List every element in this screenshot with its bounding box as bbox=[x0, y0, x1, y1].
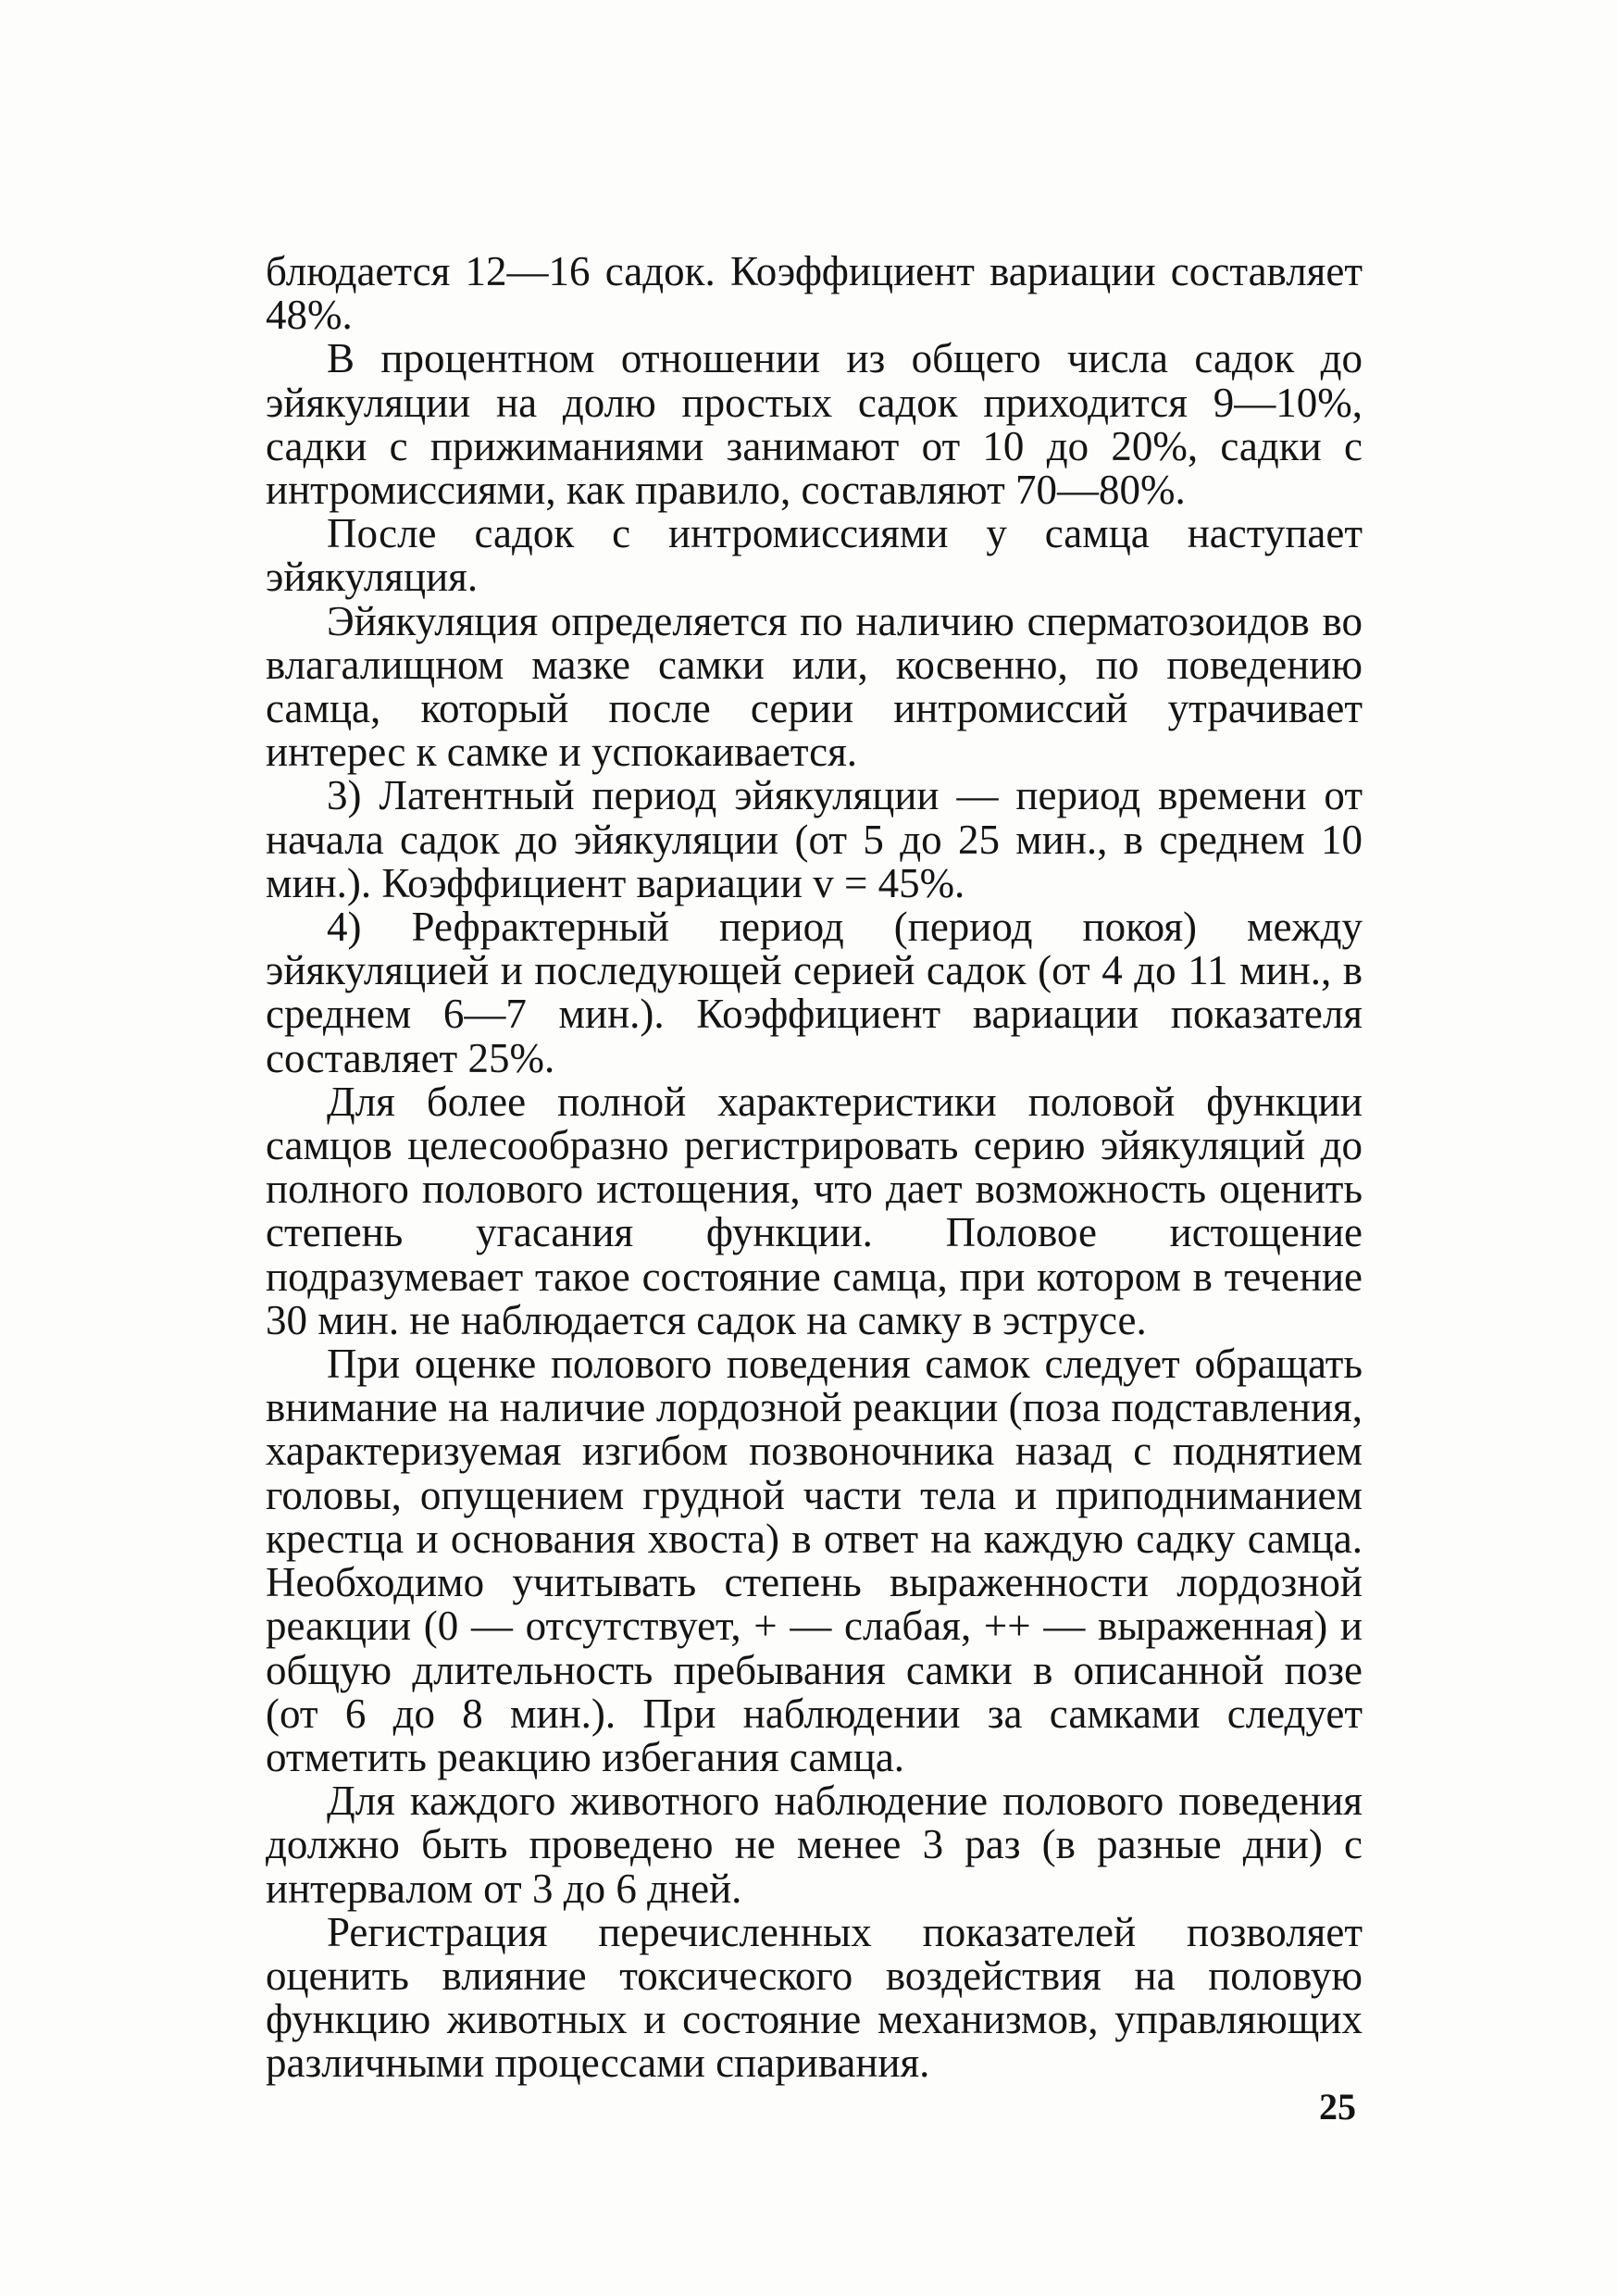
paragraph-3: После садок с интромиссиями у самца наступает эйякуляция. bbox=[266, 510, 1363, 601]
paragraph-6: 4) Рефрактерный период (период покоя) между эйякуляцией и последующей серией садок (от 4 до 11 мин., в среднем 6—7 мин.). Коэффициент вариации показателя составляет 25%. bbox=[266, 904, 1363, 1081]
paragraph-1: блюдается 12—16 садок. Коэффициент вариации составляет 48%. bbox=[266, 248, 1363, 339]
paragraph-7: Для более полной характеристики половой функции самцов целесообразно регистрировать серию эйякуляций до полного полового истощения, что дает возможность оценить степень угасания функции. Половое истощение подразумевает такое состояние самца, при котором в течение 30 мин. не наблюдается садок на самку в эструсе. bbox=[266, 1078, 1363, 1343]
paragraph-10: Регистрация перечисленных показателей позволяет оценить влияние токсического воздействия на половую функцию животных и состояние механизмов, управляющих различными процессами спаривания. bbox=[266, 1908, 1363, 2087]
paragraph-2: В процентном отношении из общего числа садок до эйякуляции на долю простых садок приходится 9—10%, садки с прижиманиями занимают от 10 до 20%, садки с интромиссиями, как правило, составляют 70—80%. bbox=[266, 335, 1363, 514]
paragraph-4: Эйякуляция определяется по наличию сперматозоидов во влагалищном мазке самки или, косвенно, по поведению самца, который после серии интромиссий утрачивает интерес к самке и успокаивается. bbox=[266, 597, 1363, 776]
paragraph-5: 3) Латентный период эйякуляции — период времени от начала садок до эйякуляции (от 5 до 25 мин., в среднем 10 мин.). Коэффициент вариации v = 45%. bbox=[266, 772, 1363, 906]
body-text bbox=[266, 250, 1363, 2086]
paragraph-8: При оценке полового поведения самок следует обращать внимание на наличие лордозной реакции (поза подставления, характеризуемая изгибом позвоночника назад с поднятием головы, опущением грудной части тела и приподниманием крестца и основания хвоста) в ответ на каждую садку самца. Необходимо учитывать степень выраженности лордозной реакции (0 — отсутствует, + — слабая, ++ — выраженная) и общую длительность пребывания самки в описанной позе (от 6 до 8 мин.). При наблюдении за самками следует отметить реакцию избегания самца. bbox=[266, 1341, 1363, 1780]
paragraph-9: Для каждого животного наблюдение полового поведения должно быть проведено не менее 3 раз (в разные дни) с интервалом от 3 до 6 дней. bbox=[266, 1778, 1363, 1912]
page-number: 25 bbox=[1319, 2086, 1356, 2128]
